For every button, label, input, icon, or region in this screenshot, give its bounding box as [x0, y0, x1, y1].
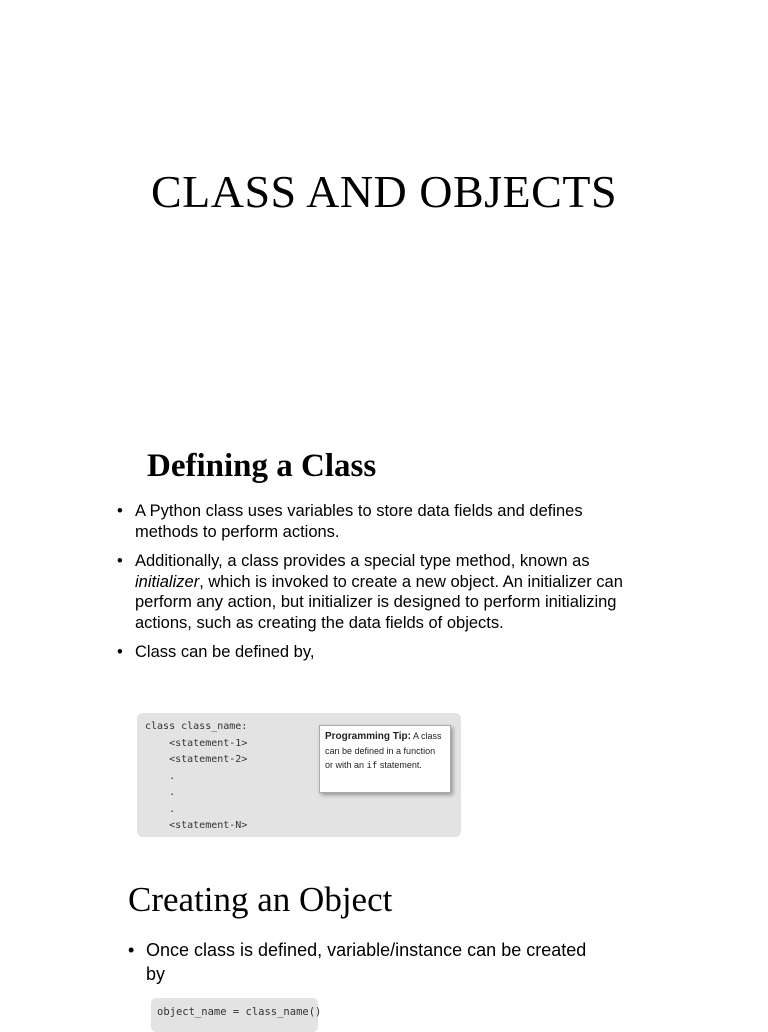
list-item — [117, 501, 637, 542]
tip-label: Programming Tip: — [325, 731, 411, 742]
list-item — [117, 551, 637, 633]
slide-title: CLASS AND OBJECTS — [150, 166, 618, 217]
bullet-icon: • — [117, 643, 123, 661]
bullet-text: Once class is defined, variable/instance can be created by — [146, 940, 587, 984]
creating-object-bullet-list — [128, 938, 588, 995]
bullet-text: Additionally, a class provides a special type method, known as — [135, 552, 590, 570]
code-line: object_name = class_name() — [157, 1006, 322, 1018]
section-heading-defining-class: Defining a Class — [147, 448, 377, 484]
tip-text: A class can be defined in a function or with an — [325, 731, 442, 770]
bullet-icon: • — [117, 552, 123, 570]
bullet-text: Class can be defined by, — [135, 643, 315, 661]
code-line: . — [145, 803, 176, 815]
code-block — [145, 719, 247, 835]
class-syntax-code-figure — [137, 713, 461, 837]
code-line: <statement-N> — [145, 820, 248, 831]
bullet-text: A Python class uses variables to store data fields and defines methods to perform actions. — [135, 502, 583, 541]
code-line: <statement-2> — [145, 754, 248, 765]
tip-text: statement. — [377, 760, 422, 770]
bullet-icon: • — [117, 502, 123, 520]
bullet-text: , which is invoked to create a new object. An initializer can perform any action, but initializer is designed to perform initializing actions, such as creating the data fields of objects. — [135, 572, 623, 632]
tip-code: if — [366, 761, 378, 771]
code-line: class class_name: — [145, 721, 248, 732]
code-line: <statement-1> — [145, 737, 248, 749]
object-creation-code-figure — [151, 998, 322, 1032]
bullet-italic-term: initializer — [135, 572, 200, 591]
bullet-icon: • — [128, 940, 135, 960]
defining-class-bullet-list — [117, 501, 637, 672]
list-item — [128, 938, 588, 986]
list-item — [117, 642, 637, 663]
code-line: . — [145, 787, 176, 798]
code-line: . — [145, 770, 176, 782]
section-heading-creating-object: Creating an Object — [128, 880, 393, 919]
programming-tip-callout — [319, 725, 451, 793]
